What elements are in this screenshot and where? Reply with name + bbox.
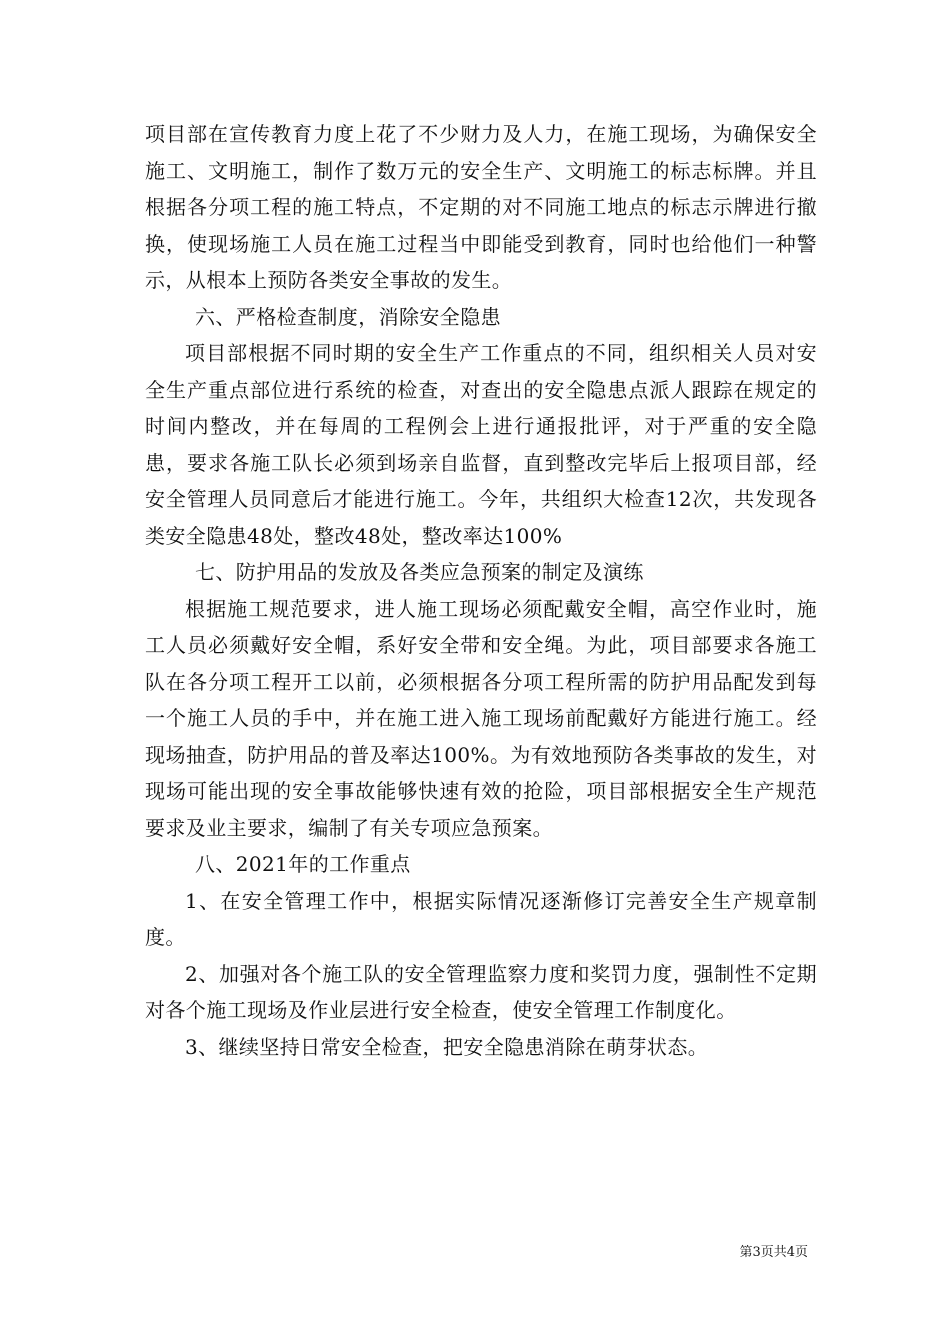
document-body [145, 116, 817, 1065]
list-item-1: 1、在安全管理工作中，根据实际情况逐渐修订完善安全生产规章制度。 [145, 888, 817, 949]
section-heading-six: 六、严格检查制度，消除安全隐患 [195, 304, 501, 329]
section-heading-seven: 七、防护用品的发放及各类应急预案的制定及演练 [195, 560, 644, 584]
page-footer [0, 1244, 808, 1262]
section-heading-eight: 八、2021年的工作重点 [195, 852, 411, 876]
list-item-2: 2、加强对各个施工队的安全管理监察力度和奖罚力度，强制性不定期对各个施工现场及作业层进行安全检查，使安全管理工作制度化。 [145, 961, 817, 1022]
paragraph-protective-equipment: 根据施工规范要求，进人施工现场必须配戴安全帽，高空作业时，施工人员必须戴好安全帽，系好安全带和安全绳。为此，项目部要求各施工队在各分项工程开工以前，必须根据各分项工程所需的防护用品配发到每一个施工人员的手中，并在施工进入施工现场前配戴好方能进行施工。经现场抽查，防护用品的普及率达100%。为有效地预防各类事故的发生，对现场可能出现的安全事故能够快速有效的抢险，项目部根据安全生产规范要求及业主要求，编制了有关专项应急预案。 [145, 596, 817, 840]
page-number-indicator: 第3页共4页 [739, 1245, 808, 1260]
list-item-3: 3、继续坚持日常安全检查，把安全隐患消除在萌芽状态。 [185, 1034, 709, 1059]
paragraph-inspection: 项目部根据不同时期的安全生产工作重点的不同，组织相关人员对安全生产重点部位进行系统的检查，对查出的安全隐患点派人跟踪在规定的时间内整改，并在每周的工程例会上进行通报批评，对于严重的安全隐患，要求各施工队长必须到场亲自监督，直到整改完毕后上报项目部，经安全管理人员同意后才能进行施工。今年，共组织大检查12次，共发现各类安全隐患48处，整改48处，整改率达100% [145, 341, 817, 548]
paragraph-publicity-education: 项目部在宣传教育力度上花了不少财力及人力，在施工现场，为确保安全施工、文明施工，制作了数万元的安全生产、文明施工的标志标牌。并且根据各分项工程的施工特点，不定期的对不同施工地点的标志示牌进行撤换，使现场施工人员在施工过程当中即能受到教育，同时也给他们一种警示，从根本上预防各类安全事故的发生。 [145, 122, 817, 292]
